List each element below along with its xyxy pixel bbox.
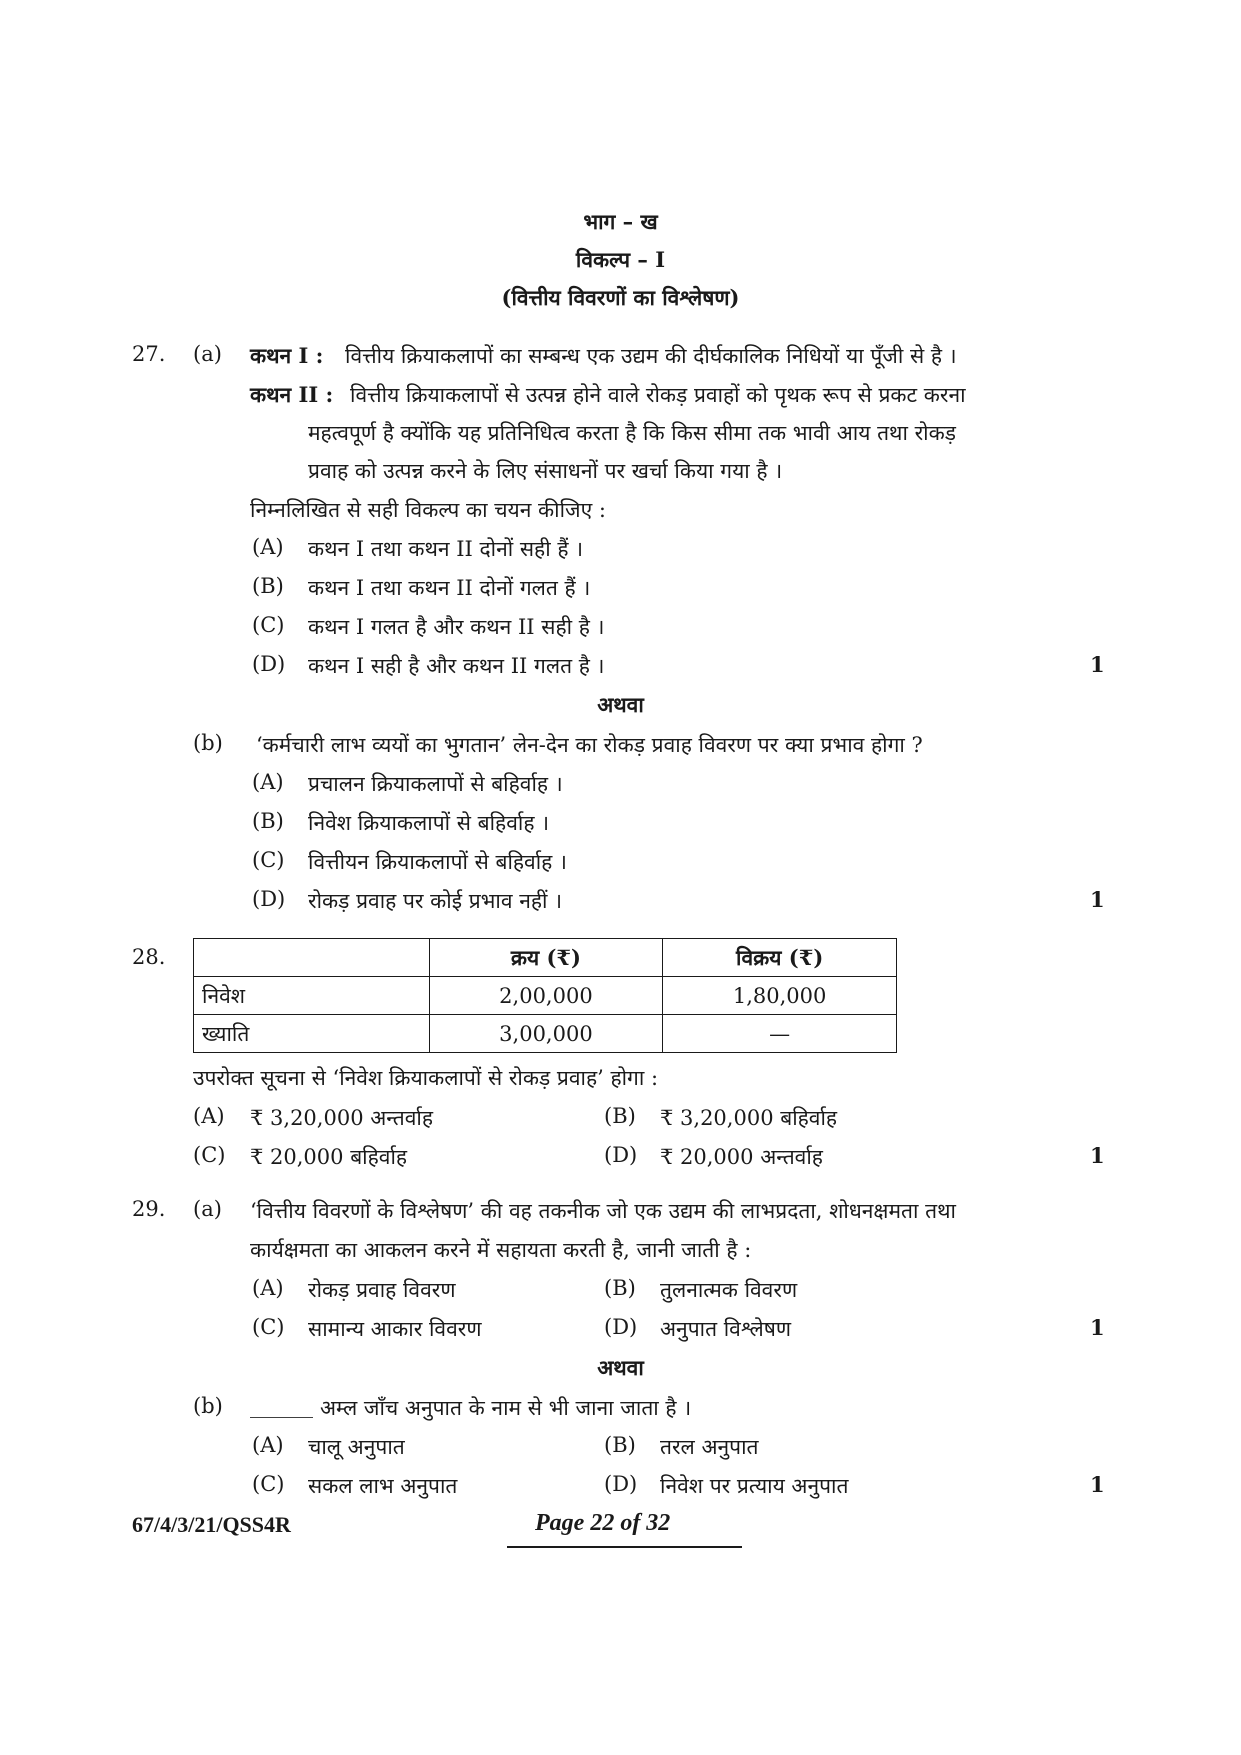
marks: 1 (1090, 1472, 1105, 1497)
page-number: Page 22 of 32 (535, 1510, 671, 1536)
marks: 1 (1090, 1315, 1105, 1340)
option-label: (C) (252, 1315, 285, 1339)
option-text: कथन I सही है और कथन II गलत है । (308, 654, 605, 678)
table-cell: — (663, 1015, 897, 1053)
option-label: (C) (252, 1472, 285, 1496)
q29-part-a-label: (a) (193, 1197, 222, 1221)
option-text: प्रचालन क्रियाकलापों से बहिर्वाह । (308, 772, 563, 796)
option-label: (D) (604, 1315, 638, 1339)
option-text: तुलनात्मक विवरण (660, 1278, 798, 1302)
option-text: रोकड़ प्रवाह विवरण (308, 1278, 456, 1302)
q28-question: उपरोक्त सूचना से ‘निवेश क्रियाकलापों से रोकड़ प्रवाह’ होगा : (193, 1066, 659, 1090)
option-label: (C) (252, 613, 285, 637)
topic-heading: (वित्तीय विवरणों का विश्लेषण) (501, 285, 740, 310)
table-header-cell: विक्रय (₹) (663, 939, 897, 977)
option-label: (A) (252, 535, 284, 559)
option-label: (A) (252, 770, 284, 794)
or-separator: अथवा (597, 1355, 644, 1380)
question-number-28: 28. (132, 945, 166, 969)
option-text: तरल अनुपात (660, 1435, 759, 1459)
or-separator: अथवा (597, 692, 644, 717)
table-cell: निवेश (194, 977, 430, 1015)
option-label: (B) (604, 1276, 636, 1300)
statement-2-line-2: महत्वपूर्ण है क्योंकि यह प्रतिनिधित्व करता है कि किस सीमा तक भावी आय तथा रोकड़ (308, 421, 956, 445)
statement-1-label: कथन I : (250, 343, 324, 368)
option-text: निवेश क्रियाकलापों से बहिर्वाह । (308, 811, 550, 835)
q27-part-a-label: (a) (193, 342, 222, 366)
option-label: (C) (252, 848, 285, 872)
option-text: रोकड़ प्रवाह पर कोई प्रभाव नहीं । (308, 889, 563, 913)
option-text: कथन I तथा कथन II दोनों सही हैं । (308, 537, 584, 561)
option-text: सकल लाभ अनुपात (308, 1474, 458, 1498)
marks: 1 (1090, 887, 1105, 912)
option-label: (A) (193, 1104, 225, 1128)
option-label: (A) (252, 1276, 284, 1300)
option-text: कथन I गलत है और कथन II सही है । (308, 615, 605, 639)
option-heading: विकल्प – I (575, 247, 666, 272)
statement-2-line-3: प्रवाह को उत्पन्न करने के लिए संसाधनों पर खर्चा किया गया है । (308, 459, 783, 483)
option-label: (D) (252, 652, 286, 676)
table-cell: 1,80,000 (663, 977, 897, 1015)
q27-instruction: निम्नलिखित से सही विकल्प का चयन कीजिए : (250, 498, 606, 522)
footer-underline (507, 1546, 742, 1548)
option-label: (C) (193, 1143, 226, 1167)
q29-b-question: अम्ल जाँच अनुपात के नाम से भी जाना जाता है । (320, 1396, 692, 1420)
option-text: चालू अनुपात (308, 1435, 405, 1459)
option-text: ₹ 20,000 अन्तर्वाह (660, 1145, 823, 1169)
table-row (194, 977, 897, 1015)
q27-b-question: ‘कर्मचारी लाभ व्ययों का भुगतान’ लेन-देन का रोकड़ प्रवाह विवरण पर क्या प्रभाव होगा ? (256, 733, 923, 757)
statement-2-line-1: वित्तीय क्रियाकलापों से उत्पन्न होने वाले रोकड़ प्रवाहों को पृथक रूप से प्रकट करना (350, 383, 966, 407)
statement-1-text: वित्तीय क्रियाकलापों का सम्बन्ध एक उद्यम की दीर्घकालिक निधियों या पूँजी से है । (345, 344, 957, 368)
table-cell: 2,00,000 (429, 977, 663, 1015)
statement-2-label: कथन II : (250, 382, 334, 407)
table-row (194, 1015, 897, 1053)
option-text: सामान्य आकार विवरण (308, 1317, 482, 1341)
fill-in-blank: ______ (250, 1394, 313, 1418)
option-text: ₹ 3,20,000 अन्तर्वाह (250, 1106, 433, 1130)
option-label: (D) (252, 887, 286, 911)
table-header-row (194, 939, 897, 977)
option-label: (B) (604, 1104, 636, 1128)
option-text: निवेश पर प्रत्याय अनुपात (660, 1474, 849, 1498)
option-text: कथन I तथा कथन II दोनों गलत हैं । (308, 576, 591, 600)
q27-part-b-label: (b) (193, 731, 223, 755)
data-table (193, 938, 897, 1053)
marks: 1 (1090, 652, 1105, 677)
option-label: (D) (604, 1143, 638, 1167)
table-cell: 3,00,000 (429, 1015, 663, 1053)
option-label: (B) (252, 574, 284, 598)
option-label: (B) (252, 809, 284, 833)
marks: 1 (1090, 1143, 1105, 1168)
option-label: (B) (604, 1433, 636, 1457)
q29-a-line-1: ‘वित्तीय विवरणों के विश्लेषण’ की वह तकनीक जो एक उद्यम की लाभप्रदता, शोधनक्षमता तथा (250, 1199, 956, 1223)
option-label: (D) (604, 1472, 638, 1496)
option-text: ₹ 3,20,000 बहिर्वाह (660, 1106, 838, 1130)
table-header-cell: क्रय (₹) (429, 939, 663, 977)
table-header-cell (194, 939, 430, 977)
option-text: ₹ 20,000 बहिर्वाह (250, 1145, 408, 1169)
table-cell: ख्याति (194, 1015, 430, 1053)
option-text: अनुपात विश्लेषण (660, 1317, 792, 1341)
paper-code: 67/4/3/21/QSS4R (132, 1512, 291, 1537)
section-heading: भाग – ख (583, 209, 658, 234)
q29-a-line-2: कार्यक्षमता का आकलन करने में सहायता करती है, जानी जाती है : (250, 1238, 752, 1262)
question-number-29: 29. (132, 1197, 166, 1221)
question-number-27: 27. (132, 342, 166, 366)
option-label: (A) (252, 1433, 284, 1457)
option-text: वित्तीयन क्रियाकलापों से बहिर्वाह । (308, 850, 567, 874)
q29-part-b-label: (b) (193, 1394, 223, 1418)
